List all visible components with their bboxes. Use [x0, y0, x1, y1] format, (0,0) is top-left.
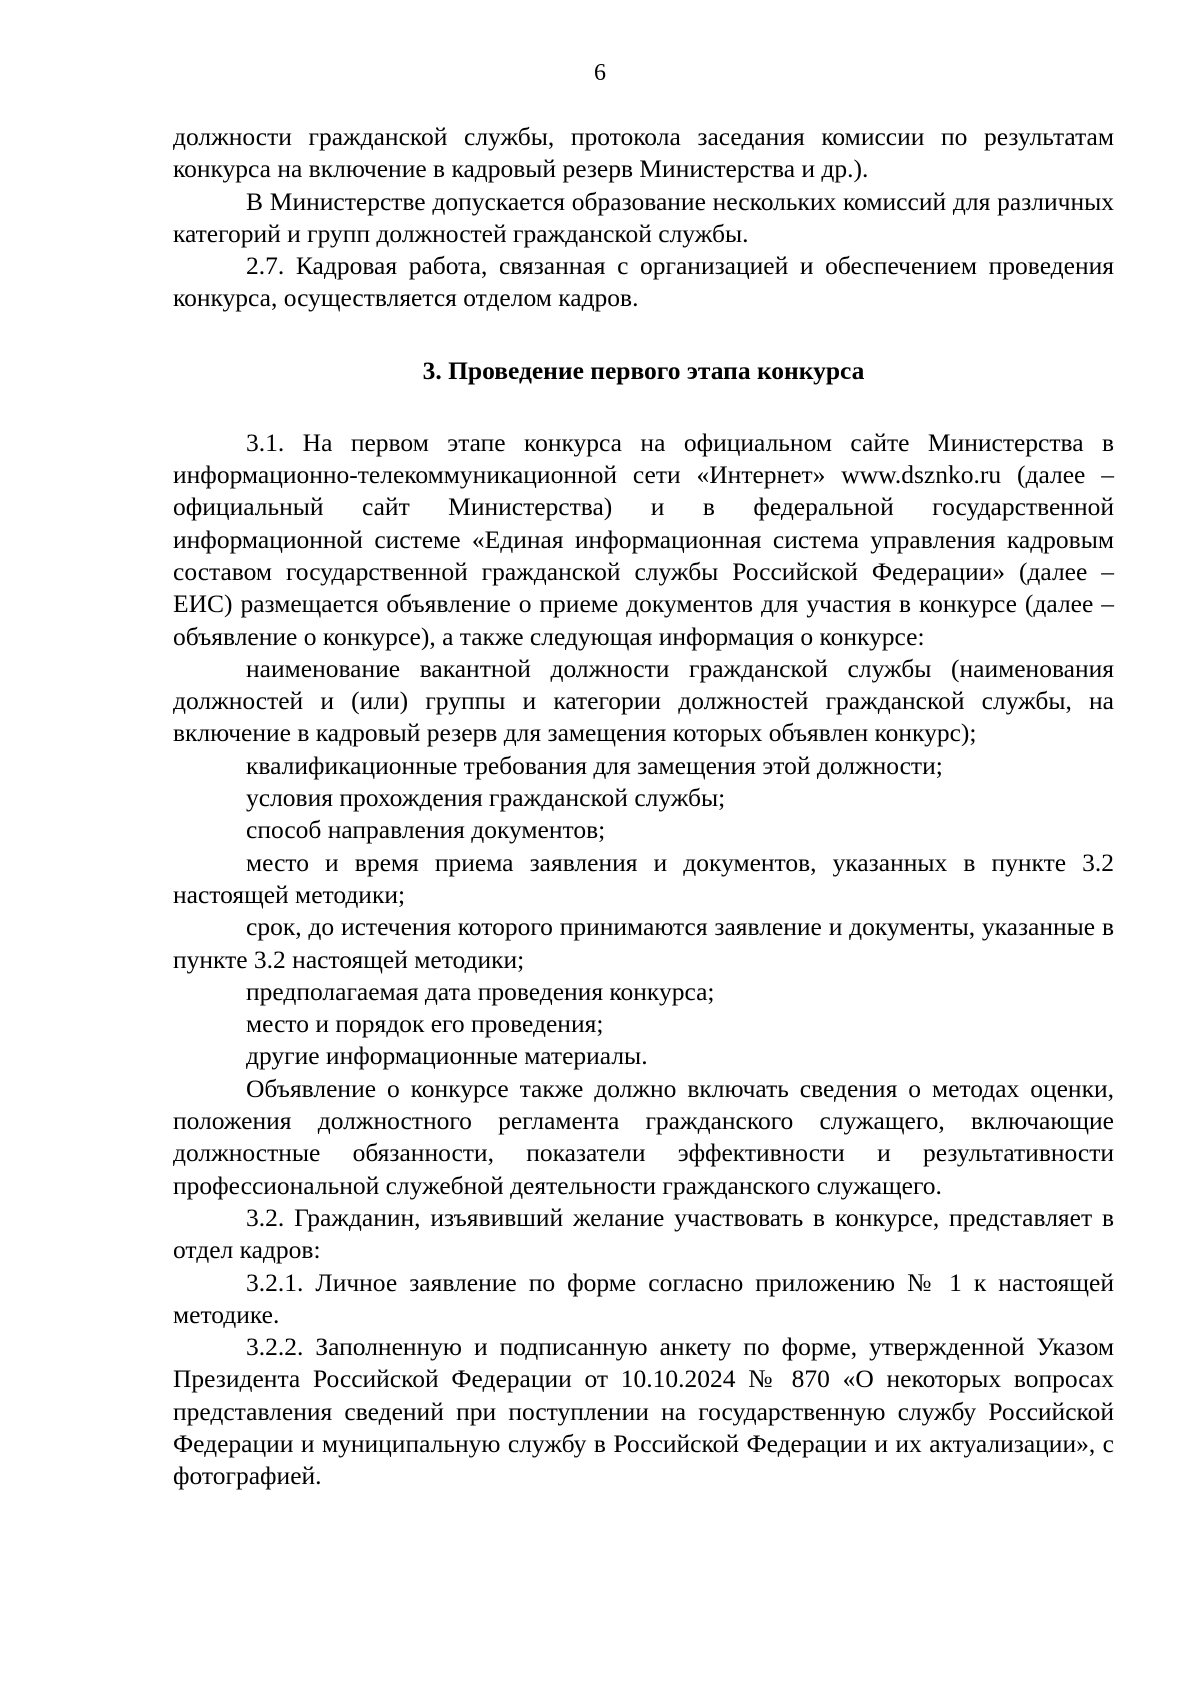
paragraph-commissions: В Министерстве допускается образование нескольких комиссий для различных категорий и групп должностей гражданской службы. — [173, 186, 1114, 248]
paragraph-3-2-2: 3.2.2. Заполненную и подписанную анкету по форме, утвержденной Указом Президента Российской Федерации от 10.10.2024 № 870 «О некоторых вопросах представления сведений при поступлении на государственную службу Российской Федерации и муниципальную службу в Российской Федерации и их актуализации», с фотографией. — [173, 1332, 1114, 1491]
list-item-other-materials: другие информационные материалы. — [246, 1041, 648, 1071]
document-body — [173, 121, 1114, 1493]
list-item-service-conditions: условия прохождения гражданской службы; — [246, 783, 726, 813]
paragraph-3-1: 3.1. На первом этапе конкурса на официальном сайте Министерства в информационно-телекоммуникационной сети «Интернет» www.dsznko.ru (далее – официальный сайт Министерства) и в федеральной государственной информационной системе «Единая информационная система управления кадровым составом государственной гражданской службы Российской Федерации» (далее – ЕИС) размещается объявление о приеме документов для участия в конкурсе (далее – объявление о конкурсе), а также следующая информация о конкурсе: — [173, 427, 1114, 651]
list-item-qualification: квалификационные требования для замещения этой должности; — [246, 750, 943, 780]
list-item-place-time: место и время приема заявления и документов, указанных в пункте 3.2 настоящей методики; — [173, 847, 1114, 909]
list-item-date: предполагаемая дата проведения конкурса; — [246, 976, 715, 1006]
list-item-submission-method: способ направления документов; — [246, 815, 606, 845]
list-item-vacancy-name: наименование вакантной должности гражданской службы (наименования должностей и (или) группы и категории должностей гражданской службы, на включение в кадровый резерв для замещения которых объявлен конкурс); — [173, 653, 1114, 748]
page-number: 6 — [594, 60, 606, 86]
section-heading: 3. Проведение первого этапа конкурса — [422, 355, 865, 385]
paragraph-2-7: 2.7. Кадровая работа, связанная с организацией и обеспечением проведения конкурса, осуществляется отделом кадров. — [173, 251, 1114, 313]
list-item-place-order: место и порядок его проведения; — [246, 1009, 604, 1039]
paragraph-announcement: Объявление о конкурсе также должно включать сведения о методах оценки, положения должностного регламента гражданского служащего, включающие должностные обязанности, показатели эффективности и результативности профессиональной служебной деятельности гражданского служащего. — [173, 1073, 1114, 1200]
paragraph-continuation: должности гражданской службы, протокола заседания комиссии по результатам конкурса на включение в кадровый резерв Министерства и др.). — [173, 122, 1114, 184]
paragraph-3-2-1: 3.2.1. Личное заявление по форме согласно приложению № 1 к настоящей методике. — [173, 1267, 1114, 1329]
paragraph-3-2: 3.2. Гражданин, изъявивший желание участвовать в конкурсе, представляет в отдел кадров: — [173, 1202, 1114, 1265]
list-item-deadline: срок, до истечения которого принимаются заявление и документы, указанные в пункте 3.2 настоящей методики; — [173, 912, 1114, 974]
